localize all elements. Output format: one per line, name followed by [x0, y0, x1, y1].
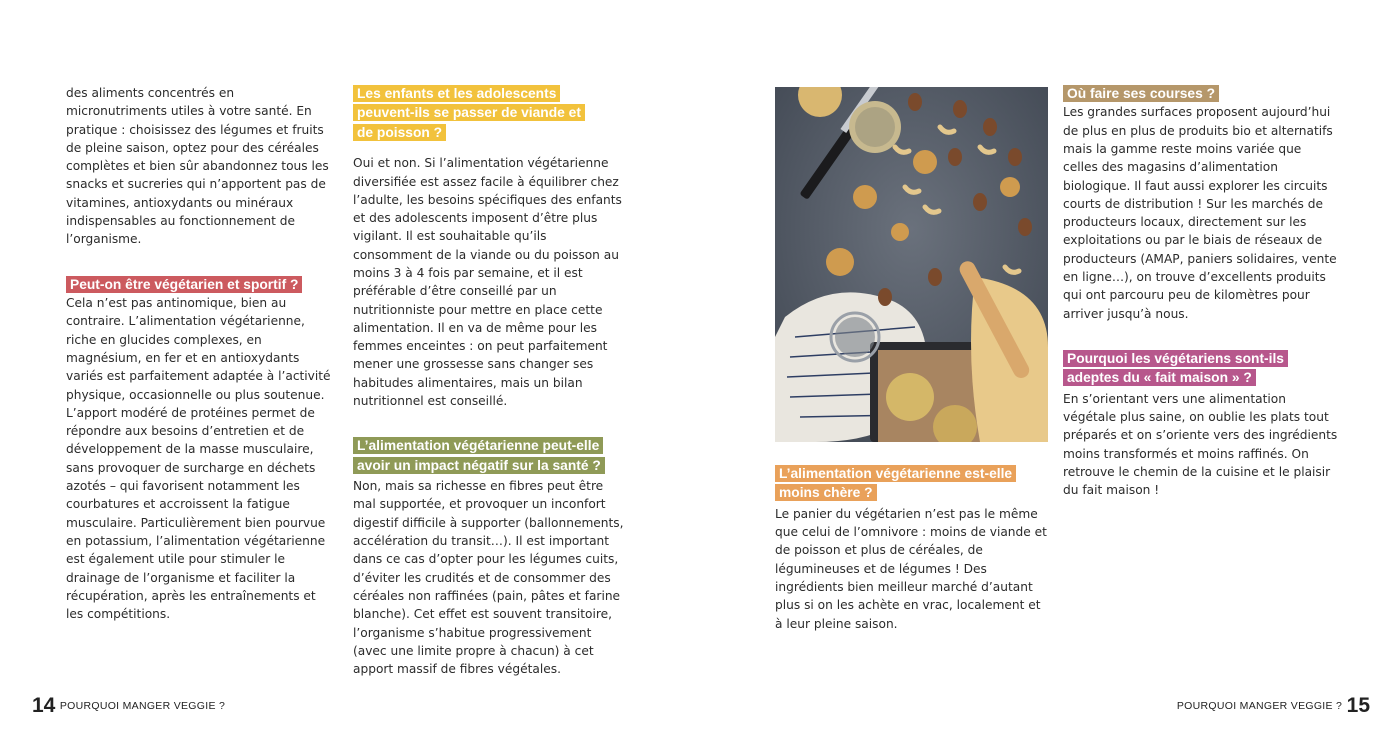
- food-photo: [775, 87, 1048, 442]
- sport-paragraph: Cela n’est pas antinomique, bien au contraire. L’alimentation végétarienne, riche en glucides complexes, en magnésium, en fer et en antioxydants variés est parfaitement adaptée à l’activité physique, occasionnelle ou plus soutenue. L’apport modéré de protéines permet de répondre aux besoins d’entretien et de développement de la masse musculaire, sans provoquer de surcharge en déchets azotés – qui favorisent notamment les courbatures et accroissent la fatigue musculaire. Particulièrement bien pourvue en potassium, l’alimentation végétarienne est également utile pour stimuler le drainage de l’organisme et faciliter la récupération, après les entraînements et les compétitions.: [66, 296, 331, 622]
- cost-paragraph: Le panier du végétarien n’est pas le même que celui de l’omnivore : moins de viande et de poisson et plus de céréales, de légumineuses et de légumes ! Des ingrédients bien meilleur marché d’autant plus si on les achète en vrac, localement et à leur pleine saison.: [775, 506, 1047, 631]
- right-column-2: [1063, 84, 1338, 500]
- health-paragraph: Non, mais sa richesse en fibres peut être mal supportée, et provoquer un inconfort digestif difficile à supporter (ballonnements, accélération du transit…). Il est important dans ce cas d’opter pour les légumes cuits, d’éviter les crudités et de consommer des céréales non raffinées (pain, pâtes et farine blanche). Cet effet est souvent transitoire, l’organisme s’habitue progressivement (avec une limite propre à chacun) à cet apport massif de fibres végétales.: [353, 479, 624, 677]
- left-column-2: [353, 84, 628, 678]
- right-footer: [1177, 694, 1370, 718]
- shop-heading: [1063, 84, 1338, 103]
- health-heading: [353, 436, 628, 475]
- left-footer: [32, 694, 225, 718]
- right-column-1: [775, 87, 1047, 633]
- left-page-number: 14: [32, 694, 56, 717]
- shop-paragraph: Les grandes surfaces proposent aujourd’hui de plus en plus de produits bio et alternatifs mais la gamme reste moins variée que celles des magasins d’alimentation biologique. Il faut aussi explorer les circuits courts de distribution ! Sur les marchés de producteurs locaux, directement sur les exploitations ou par le biais de réseaux de producteurs (AMAP, paniers solidaires, vente en ligne…), on trouve d’excellents produits qui ont parcouru peu de kilomètres pour arriver jusqu’à nous.: [1063, 105, 1337, 321]
- kids-heading-label: Les enfants et les adolescents peuvent-ils se passer de viande et de poisson ?: [353, 85, 585, 141]
- intro-paragraph: des aliments concentrés en micronutriments utiles à votre santé. En pratique : choisissez des légumes et fruits de pleine saison, optez pour des céréales complètes et bien sûr abandonnez tous les snacks et sucreries qui n’apportent pas de vitamines, antioxydants ou minéraux indispensables au fonctionnement de l’organisme.: [66, 86, 329, 247]
- health-heading-label: L’alimentation végétarienne peut-elle avoir un impact négatif sur la santé ?: [353, 437, 605, 473]
- home-heading: [1063, 349, 1308, 388]
- right-running-title: POURQUOI MANGER VEGGIE ?: [1176, 700, 1343, 712]
- shop-heading-label: Où faire ses courses ?: [1063, 85, 1219, 102]
- kids-heading: [353, 84, 593, 142]
- left-column-1: [66, 84, 336, 623]
- kids-paragraph: Oui et non. Si l’alimentation végétarienne diversifiée est assez facile à équilibrer chez l’adulte, les besoins spécifiques des enfants et des adolescents imposent d’être plus vigilant. Il est souhaitable qu’ils consomment de la viande ou du poisson au moins 3 à 4 fois par semaine, et il est préférable d’être conseillé par un nutritionniste pour mettre en place cette alimentation. Il en va de même pour les femmes enceintes : on peut parfaitement mener une grossesse sans changer ses habitudes alimentaires, mais un bilan nutritionnel est conseillé.: [353, 156, 622, 409]
- home-paragraph: En s’orientant vers une alimentation végétale plus saine, on oublie les plats tout préparés et on s’oriente vers des ingrédients moins transformés et moins raffinés. On retrouve le chemin de la cuisine et le plaisir du fait maison !: [1063, 391, 1338, 498]
- left-running-title: POURQUOI MANGER VEGGIE ?: [59, 700, 226, 712]
- home-heading-label: Pourquoi les végétariens sont-ils adeptes du « fait maison » ?: [1063, 350, 1288, 386]
- sport-heading: [66, 275, 336, 294]
- sport-heading-label: Peut-on être végétarien et sportif ?: [66, 276, 302, 293]
- cost-heading: [775, 464, 1047, 503]
- food-photo-illustration: [775, 87, 1048, 442]
- cost-heading-label: L’alimentation végétarienne est-elle moins chère ?: [775, 465, 1016, 501]
- right-page-number: 15: [1346, 694, 1370, 717]
